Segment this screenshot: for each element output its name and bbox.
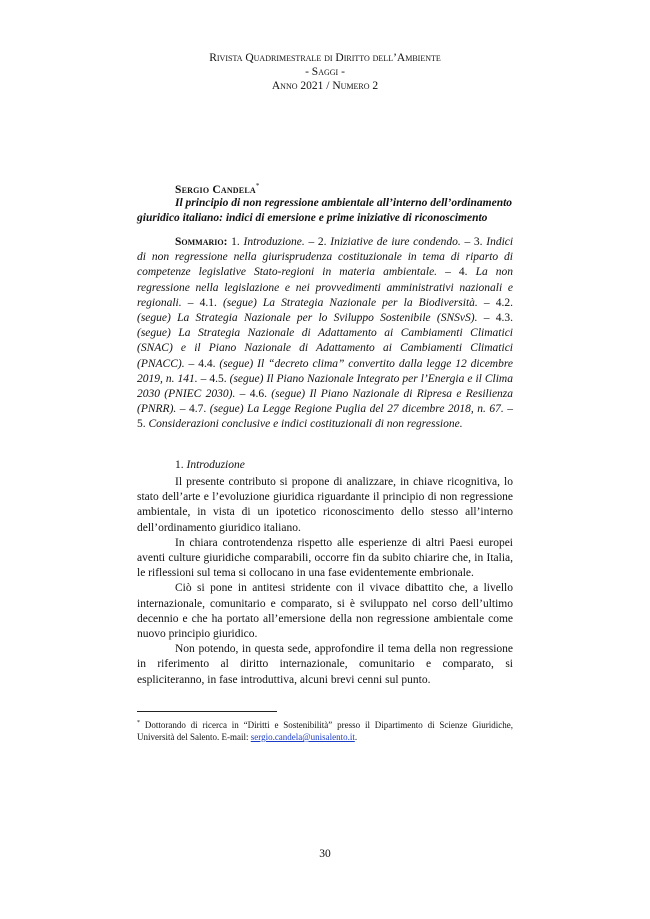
section-heading: 1. Introduzione — [175, 459, 245, 471]
summary-item-title: (segue) La Strategia Nazionale per lo Sviluppo Sostenibile (SNSvS). — [137, 312, 478, 325]
footnote-marker[interactable]: * — [255, 182, 260, 190]
summary-item-number: – 4.6. — [239, 388, 267, 401]
summary-item-number: – 2. — [308, 236, 327, 248]
summary-item-title: La non regressione nella legislazione e nei provvedimenti amministrativi nazionali e regionali. — [137, 266, 514, 309]
paragraph: In chiara controtendenza rispetto alle esperienze di altri Paesi europei aventi culture giuridiche comparabili, occorre fin da subito chiarire che, in Italia, le riflessioni sul tema si collocano in una fase evidentemente embrionale. — [137, 536, 513, 580]
summary-item-number: – 4.2. — [483, 296, 513, 309]
summary-item[interactable] — [227, 236, 304, 248]
summary-paragraph — [137, 235, 513, 433]
summary-item-number: – 4. — [445, 266, 468, 279]
summary-item-title: (segue) La Strategia Nazionale di Adattamento ai Cambiamenti Climatici (SNAC) e il Piano Nazionale di Adattamento ai Cambiamenti Climatici (PNACC). — [137, 327, 513, 370]
summary-item-number: – 4.7. — [179, 403, 207, 416]
summary-item-number: – 4.3. — [483, 312, 513, 325]
footnote: * Dottorando di ricerca in “Diritti e Sostenibilità” presso il Dipartimento di Scienze Giuridiche, Università del Salento. E-mail: sergio.candela@unisalento.it. — [137, 720, 513, 742]
summary-item-title: (segue) Il Piano Nazionale di Ripresa e Resilienza (PNRR). — [137, 388, 514, 416]
issue-label: Anno 2021 / Numero 2 — [271, 80, 379, 92]
summary-item-number: – 3. — [464, 236, 483, 248]
summary-item[interactable] — [305, 236, 461, 248]
section-label: - Saggi - — [305, 66, 345, 78]
summary-item-title: Indici di non regressione nella giurisprudenza costituzionale in tema di riparto di competenze legislative Stato-regioni in materia ambientale. — [137, 236, 514, 279]
summary-item-number: – 4.5. — [200, 372, 227, 385]
summary-item-title: (segue) Il “decreto clima” convertito dalla legge 12 dicembre 2019, n. 141. — [137, 357, 514, 385]
summary-item-number: – 4.1. — [187, 296, 217, 309]
summary-item[interactable] — [176, 403, 504, 415]
journal-title: Rivista Quadrimestrale di Diritto dell’Ambiente — [209, 52, 441, 64]
summary-item[interactable] — [182, 297, 478, 309]
summary — [137, 235, 513, 433]
title-line-1: Il principio di non regressione ambientale all’interno dell’ordinamento — [175, 197, 513, 209]
summary-item-title: (segue) La Strategia Nazionale per la Biodiversità. — [222, 296, 478, 309]
paragraph: Ciò si pone in antitesi stridente con il vivace dibattito che, a livello internazionale, comunitario e comparato, si è sviluppato nel corso dell’ultimo decennio e che ha portato all’emersione della non regressione ambientale come nuovo principio giuridico. — [137, 582, 513, 641]
summary-lead: Sommario: — [175, 236, 228, 248]
summary-item-number: – 4.4. — [188, 357, 216, 370]
author-name: Sergio Candela* — [175, 182, 260, 196]
summary-item-title: Introduzione. — [243, 236, 305, 248]
paragraph: Il presente contributo si propone di analizzare, in chiave ricognitiva, lo stato dell’arte e l’evoluzione giuridica riguardante il principio di non regressione ambientale, in vista di un ipotetico riconoscimento dello stesso all’interno dell’ordinamento giuridico italiano. — [137, 476, 513, 534]
summary-item-number: 1. — [231, 236, 240, 248]
title-line-2: giuridico italiano: indici di emersione e prime iniziative di riconoscimento — [137, 212, 488, 224]
body-text — [137, 475, 513, 688]
email-link[interactable]: sergio.candela@unisalento.it — [250, 732, 355, 742]
summary-item-title: Considerazioni conclusive e indici costituzionali di non regressione. — [148, 418, 463, 431]
footnote-rule — [137, 711, 277, 712]
paragraph: Non potendo, in questa sede, approfondire il tema della non regressione in riferimento al diritto internazionale, comunitario e comparato, si espliciteranno, in fase introduttiva, alcuni brevi cenni sul punto. — [137, 643, 513, 686]
summary-item-title: (segue) La Legge Regione Puglia del 27 dicembre 2018, n. 67. — [209, 403, 504, 416]
summary-item-title: (segue) Il Piano Nazionale Integrato per l’Energia e il Clima 2030 (PNIEC 2030). — [137, 372, 513, 401]
summary-item-number: – 5. — [137, 403, 514, 431]
page-number: 30 — [319, 848, 331, 860]
summary-item-title: Iniziative de iure condendo. — [330, 236, 461, 248]
article-title — [137, 196, 513, 226]
